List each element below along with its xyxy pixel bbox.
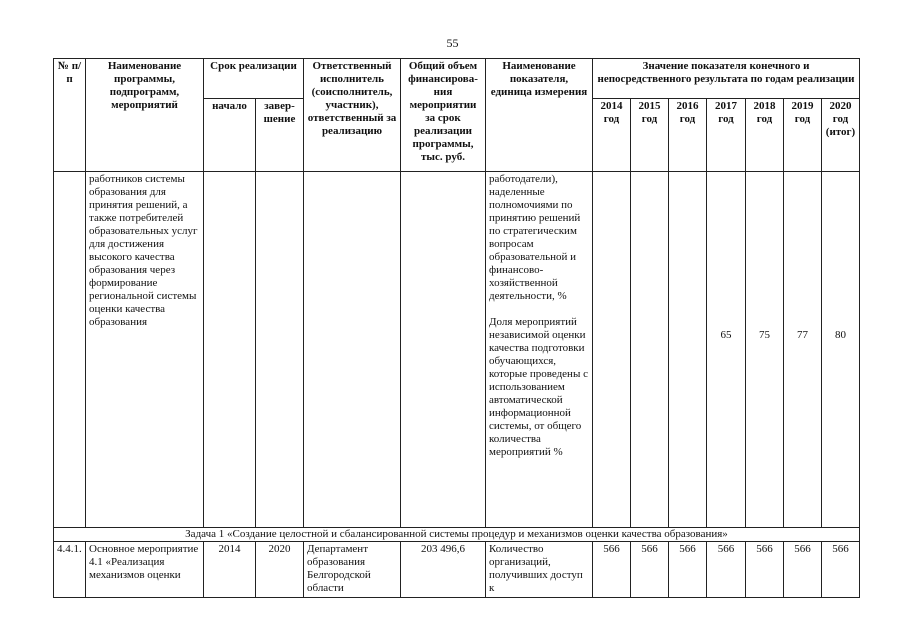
- activity-start: 2014: [204, 542, 256, 598]
- header-period-start: начало: [204, 99, 256, 172]
- continued-row: [54, 172, 860, 528]
- value-cell: [669, 172, 707, 528]
- program-table: [53, 58, 860, 598]
- header-year: 2016 год: [669, 99, 707, 172]
- header-indicator: Наименование показателя, единица измерения: [486, 59, 593, 172]
- value-cell: [631, 172, 669, 528]
- indicator-text-1: работодатели), наделенные полномочиями по принятию решений по стратегическим вопросам образовательной и финансово-хозяйственной деятельности, %: [489, 173, 581, 302]
- value-cell: [593, 172, 631, 528]
- page-number: 55: [446, 36, 459, 50]
- header-year: 2014 год: [593, 99, 631, 172]
- activity-num: 4.4.1.: [54, 542, 86, 598]
- value-cell: 65: [707, 172, 746, 528]
- header-financing: Общий объем финансирова-ния мероприятии за срок реализации программы, тыс. руб.: [401, 59, 486, 172]
- start-cell: [204, 172, 256, 528]
- header-period: Срок реализации: [204, 59, 304, 99]
- task-row: [54, 528, 860, 542]
- activity-end: 2020: [256, 542, 304, 598]
- value-cell: 75: [746, 172, 784, 528]
- activity-value: 566: [669, 542, 707, 598]
- header-year: 2019 год: [784, 99, 822, 172]
- task-cell: Задача 1 «Создание целостной и сбалансированной системы процедур и механизмов оценки качества образования»: [54, 528, 860, 542]
- program-text-cell: работников системы образования для принятия решений, а также потребителей образовательных услуг для достижения высокого качества образования через формирование региональной системы оценки качества образования: [86, 172, 204, 528]
- value-cell: 77: [784, 172, 822, 528]
- indicator-cell: [486, 172, 593, 528]
- activity-value: 566: [593, 542, 631, 598]
- value-cell: 80: [822, 172, 860, 528]
- executor-cell: [304, 172, 401, 528]
- header-executor: Ответственный исполнитель (соисполнитель, участник), ответственный за реализацию: [304, 59, 401, 172]
- header-year: 2020 год (итог): [822, 99, 860, 172]
- header-num: № п/п: [54, 59, 86, 172]
- header-year: 2017 год: [707, 99, 746, 172]
- header-values-title: Значение показателя конечного и непосредственного результата по годам реализации: [593, 59, 860, 99]
- header-year: 2015 год: [631, 99, 669, 172]
- header-period-end: завер-шение: [256, 99, 304, 172]
- activity-value: 566: [822, 542, 860, 598]
- activity-program-text: Основное мероприятие 4.1 «Реализация механизмов оценки: [86, 542, 204, 598]
- activity-financing: 203 496,6: [401, 542, 486, 598]
- activity-row: [54, 542, 860, 598]
- activity-indicator: Количество организаций, получивших доступ к: [486, 542, 593, 598]
- end-cell: [256, 172, 304, 528]
- num-cell: [54, 172, 86, 528]
- header-year: 2018 год: [746, 99, 784, 172]
- activity-value: 566: [707, 542, 746, 598]
- header-program-name: Наименование программы, подпрограмм, мероприятий: [86, 59, 204, 172]
- indicator-text-2: Доля мероприятий независимой оценки качества подготовки обучающихся, которые проведены с использованием автоматической информационной системы, от общего количества мероприятий %: [489, 316, 588, 458]
- header-row-1: [54, 59, 860, 99]
- financing-cell: [401, 172, 486, 528]
- activity-value: 566: [784, 542, 822, 598]
- activity-executor: Департамент образования Белгородской области: [304, 542, 401, 598]
- activity-value: 566: [631, 542, 669, 598]
- activity-value: 566: [746, 542, 784, 598]
